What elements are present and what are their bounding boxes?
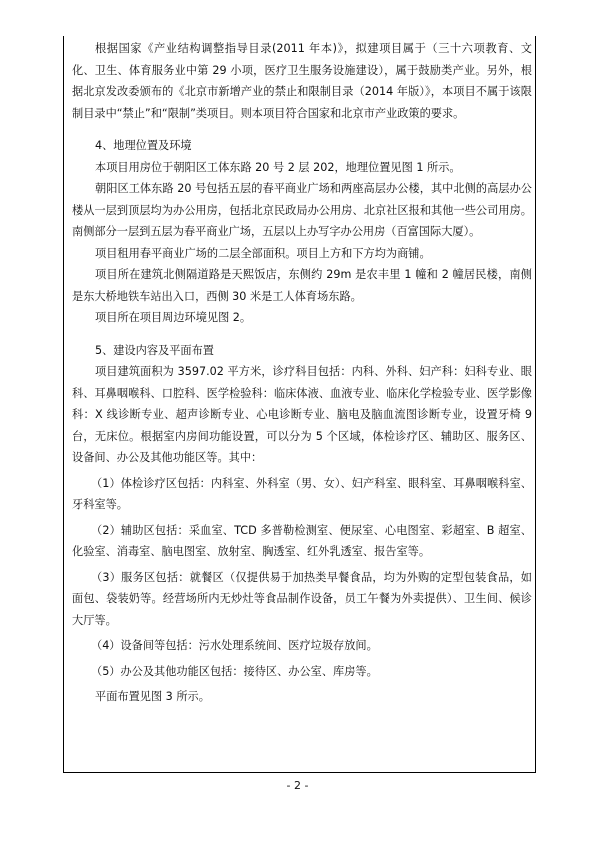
page-number: - 2 - [286, 779, 309, 792]
lease-paragraph: 项目租用春平商业广场的二层全部面积。项目上方和下方均为商铺。 [95, 246, 431, 260]
figure-3-reference: 平面布置见图 3 所示。 [95, 690, 210, 703]
list-item-equipment-room: （4）设备间等包括：污水处理系统间、医疗垃圾存放间。 [91, 639, 378, 652]
section-5-heading: 5、建设内容及平面布置 [95, 343, 214, 357]
construction-content-paragraph: 项目建筑面积为 3597.02 平方米，诊疗科目包括：内科、外科、妇产科：妇科专业、眼科、耳鼻咽喉科、口腔科、医学检验科：临床体液、血液专业、临床化学检验专业、医学影像科：X 线诊断专业、超声诊断专业、心电诊断专业、脑电及脑血流图诊断专业，设置牙椅 9 台，无床位。根据室内房间功能设置，可以分为 5 个区域，体检诊疗区、辅助区、服务区、设备间、办公及其他功能区等。其中： [72, 365, 532, 464]
list-item-office-area: （5）办公及其他功能区包括：接待区、办公室、库房等。 [91, 664, 378, 678]
section-4-heading: 4、地理位置及环境 [95, 139, 192, 152]
list-item-auxiliary-area: （2）辅助区包括：采血室、TCD 多普勒检测室、便尿室、心电图室、彩超室、B 超室、化验室、消毒室、脑电图室、放射室、胸透室、红外乳透室、报告室等。 [72, 523, 532, 558]
figure-2-reference: 项目所在项目周边环境见图 2。 [95, 311, 252, 324]
surroundings-paragraph: 项目所在建筑北侧隔道路是天熙饭店，东侧约 29m 是农丰里 1 幢和 2 幢居民楼，南侧是东大桥地铁车站出入口，西侧 30 米是工人体育场东路。 [72, 268, 532, 303]
list-item-service-area: （3）服务区包括：就餐区（仅提供易于加热类早餐食品，均为外购的定型包装食品，如面包、袋装奶等。经营场所内无炒灶等食品制作设备，员工午餐为外卖提供）、卫生间、候诊大厅等。 [72, 570, 532, 627]
document-body [72, 38, 532, 708]
building-description-paragraph: 朝阳区工体东路 20 号包括五层的春平商业广场和两座高层办公楼，其中北侧的高层办公楼从一层到顶层均为办公用房，包括北京民政局办公用房、北京社区报和其他一些公司用房。南侧部分一层到五层为春平商业广场，五层以上办写字办公用房（百富国际大厦）。 [72, 182, 532, 238]
list-item-exam-area: （1）体检诊疗区包括：内科室、外科室（男、女）、妇产科室、眼科室、耳鼻咽喉科室、牙科室等。 [72, 476, 532, 511]
industry-policy-paragraph: 根据国家《产业结构调整指导目录(2011 年本)》，拟建项目属于（三十六项教育、文化、卫生、体育服务业中第 29 小项，医疗卫生服务设施建设），属于鼓励类产业。另外，根据北京发改委颁布的《北京市新增产业的禁止和限制目录（2014 年版）》，本项目不属于该限制目录中“禁止”和“限制”类项目。则本项目符合国家和北京市产业政策的要求。 [72, 42, 532, 120]
location-paragraph: 本项目用房位于朝阳区工体东路 20 号 2 层 202，地理位置见图 1 所示。 [95, 160, 461, 174]
